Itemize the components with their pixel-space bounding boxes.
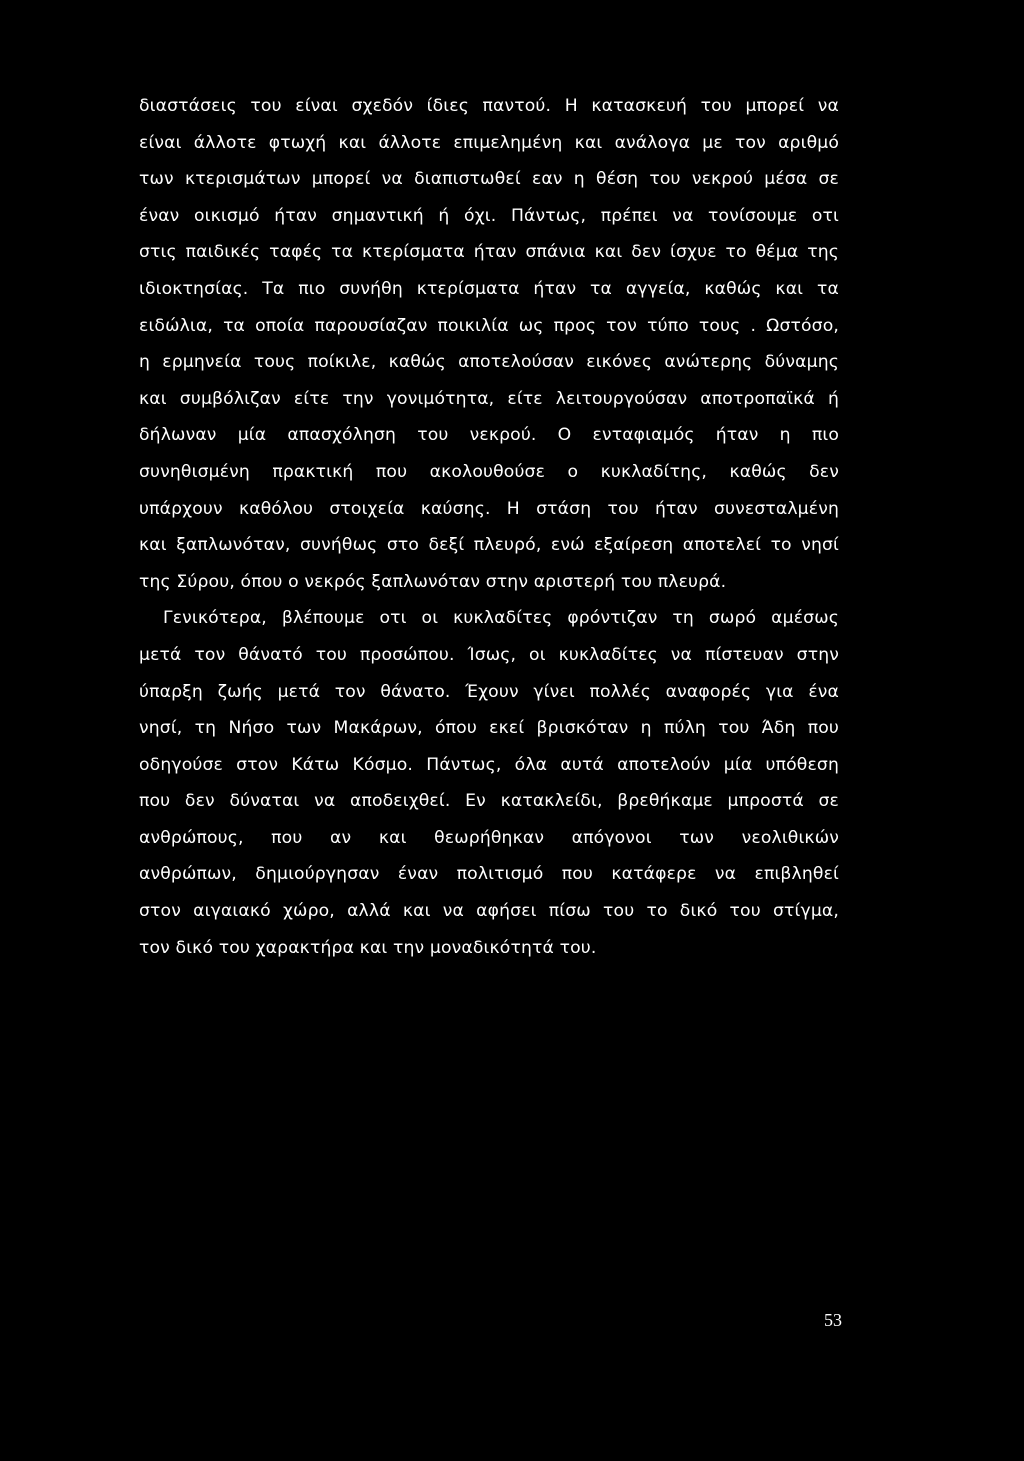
text-line: μετά τον θάνατό του προσώπου. Ίσως, οι κυκλαδίτες να πίστευαν στην [139,644,839,665]
text-line: είναι άλλοτε φτωχή και άλλοτε επιμελημένη και ανάλογα με τον αριθμό [139,132,839,153]
text-line: Γενικότερα, βλέπουμε οτι οι κυκλαδίτες φρόντιζαν τη σωρό αμέσως [163,608,839,629]
text-line: συνηθισμένη πρακτική που ακολουθούσε ο κυκλαδίτης, καθώς δεν [139,461,839,482]
text-line: ανθρώπων, δημιούργησαν έναν πολιτισμό που κατάφερε να επιβληθεί [139,864,839,885]
text-line: έναν οικισμό ήταν σημαντική ή όχι. Πάντως, πρέπει να τονίσουμε οτι [139,205,839,226]
text-line: η ερμηνεία τους ποίκιλε, καθώς αποτελούσαν εικόνες ανώτερης δύναμης [139,352,839,373]
text-line: στις παιδικές ταφές τα κτερίσματα ήταν σπάνια και δεν ίσχυε το θέμα της [139,242,839,263]
text-line: και συμβόλιζαν είτε την γονιμότητα, είτε λειτουργούσαν αποτροπαϊκά ή [139,388,839,409]
text-line: ιδιοκτησίας. Τα πιο συνήθη κτερίσματα ήταν τα αγγεία, καθώς και τα [139,278,839,299]
text-line: δήλωναν μία απασχόληση του νεκρού. Ο ενταφιαμός ήταν η πιο [139,425,839,446]
text-line: υπάρχουν καθόλου στοιχεία καύσης. Η στάση του ήταν συνεσταλμένη [139,498,839,519]
text-line: στον αιγαιακό χώρο, αλλά και να αφήσει πίσω του το δικό του στίγμα, [139,901,839,922]
text-line: νησί, τη Νήσο των Μακάρων, όπου εκεί βρισκόταν η πύλη του Άδη που [139,718,839,739]
text-line: που δεν δύναται να αποδειχθεί. Εν κατακλείδι, βρεθήκαμε μπροστά σε [139,791,839,812]
text-line: ειδώλια, τα οποία παρουσίαζαν ποικιλία ως προς τον τύπο τους . Ωστόσο, [139,315,839,336]
text-line: διαστάσεις του είναι σχεδόν ίδιες παντού. Η κατασκευή του μπορεί να [139,96,839,116]
text-line: ύπαρξη ζωής μετά τον θάνατο. Έχουν γίνει πολλές αναφορές για ένα [139,681,839,702]
text-line: οδηγούσε στον Κάτω Κόσμο. Πάντως, όλα αυτά αποτελούν μία υπόθεση [139,754,839,775]
page-number: 53 [824,1310,842,1330]
text-line: και ξαπλωνόταν, συνήθως στο δεξί πλευρό, ενώ εξαίρεση αποτελεί το νησί [139,535,839,556]
body-text [139,88,839,966]
text-line: της Σύρου, όπου ο νεκρός ξαπλωνόταν στην αριστερή του πλευρά. [139,571,727,592]
text-line: των κτερισμάτων μπορεί να διαπιστωθεί εαν η θέση του νεκρού μέσα σε [139,169,839,190]
text-line: ανθρώπους, που αν και θεωρήθηκαν απόγονοι των νεολιθικών [139,827,839,848]
text-line: τον δικό του χαρακτήρα και την μοναδικότητά του. [139,937,597,958]
